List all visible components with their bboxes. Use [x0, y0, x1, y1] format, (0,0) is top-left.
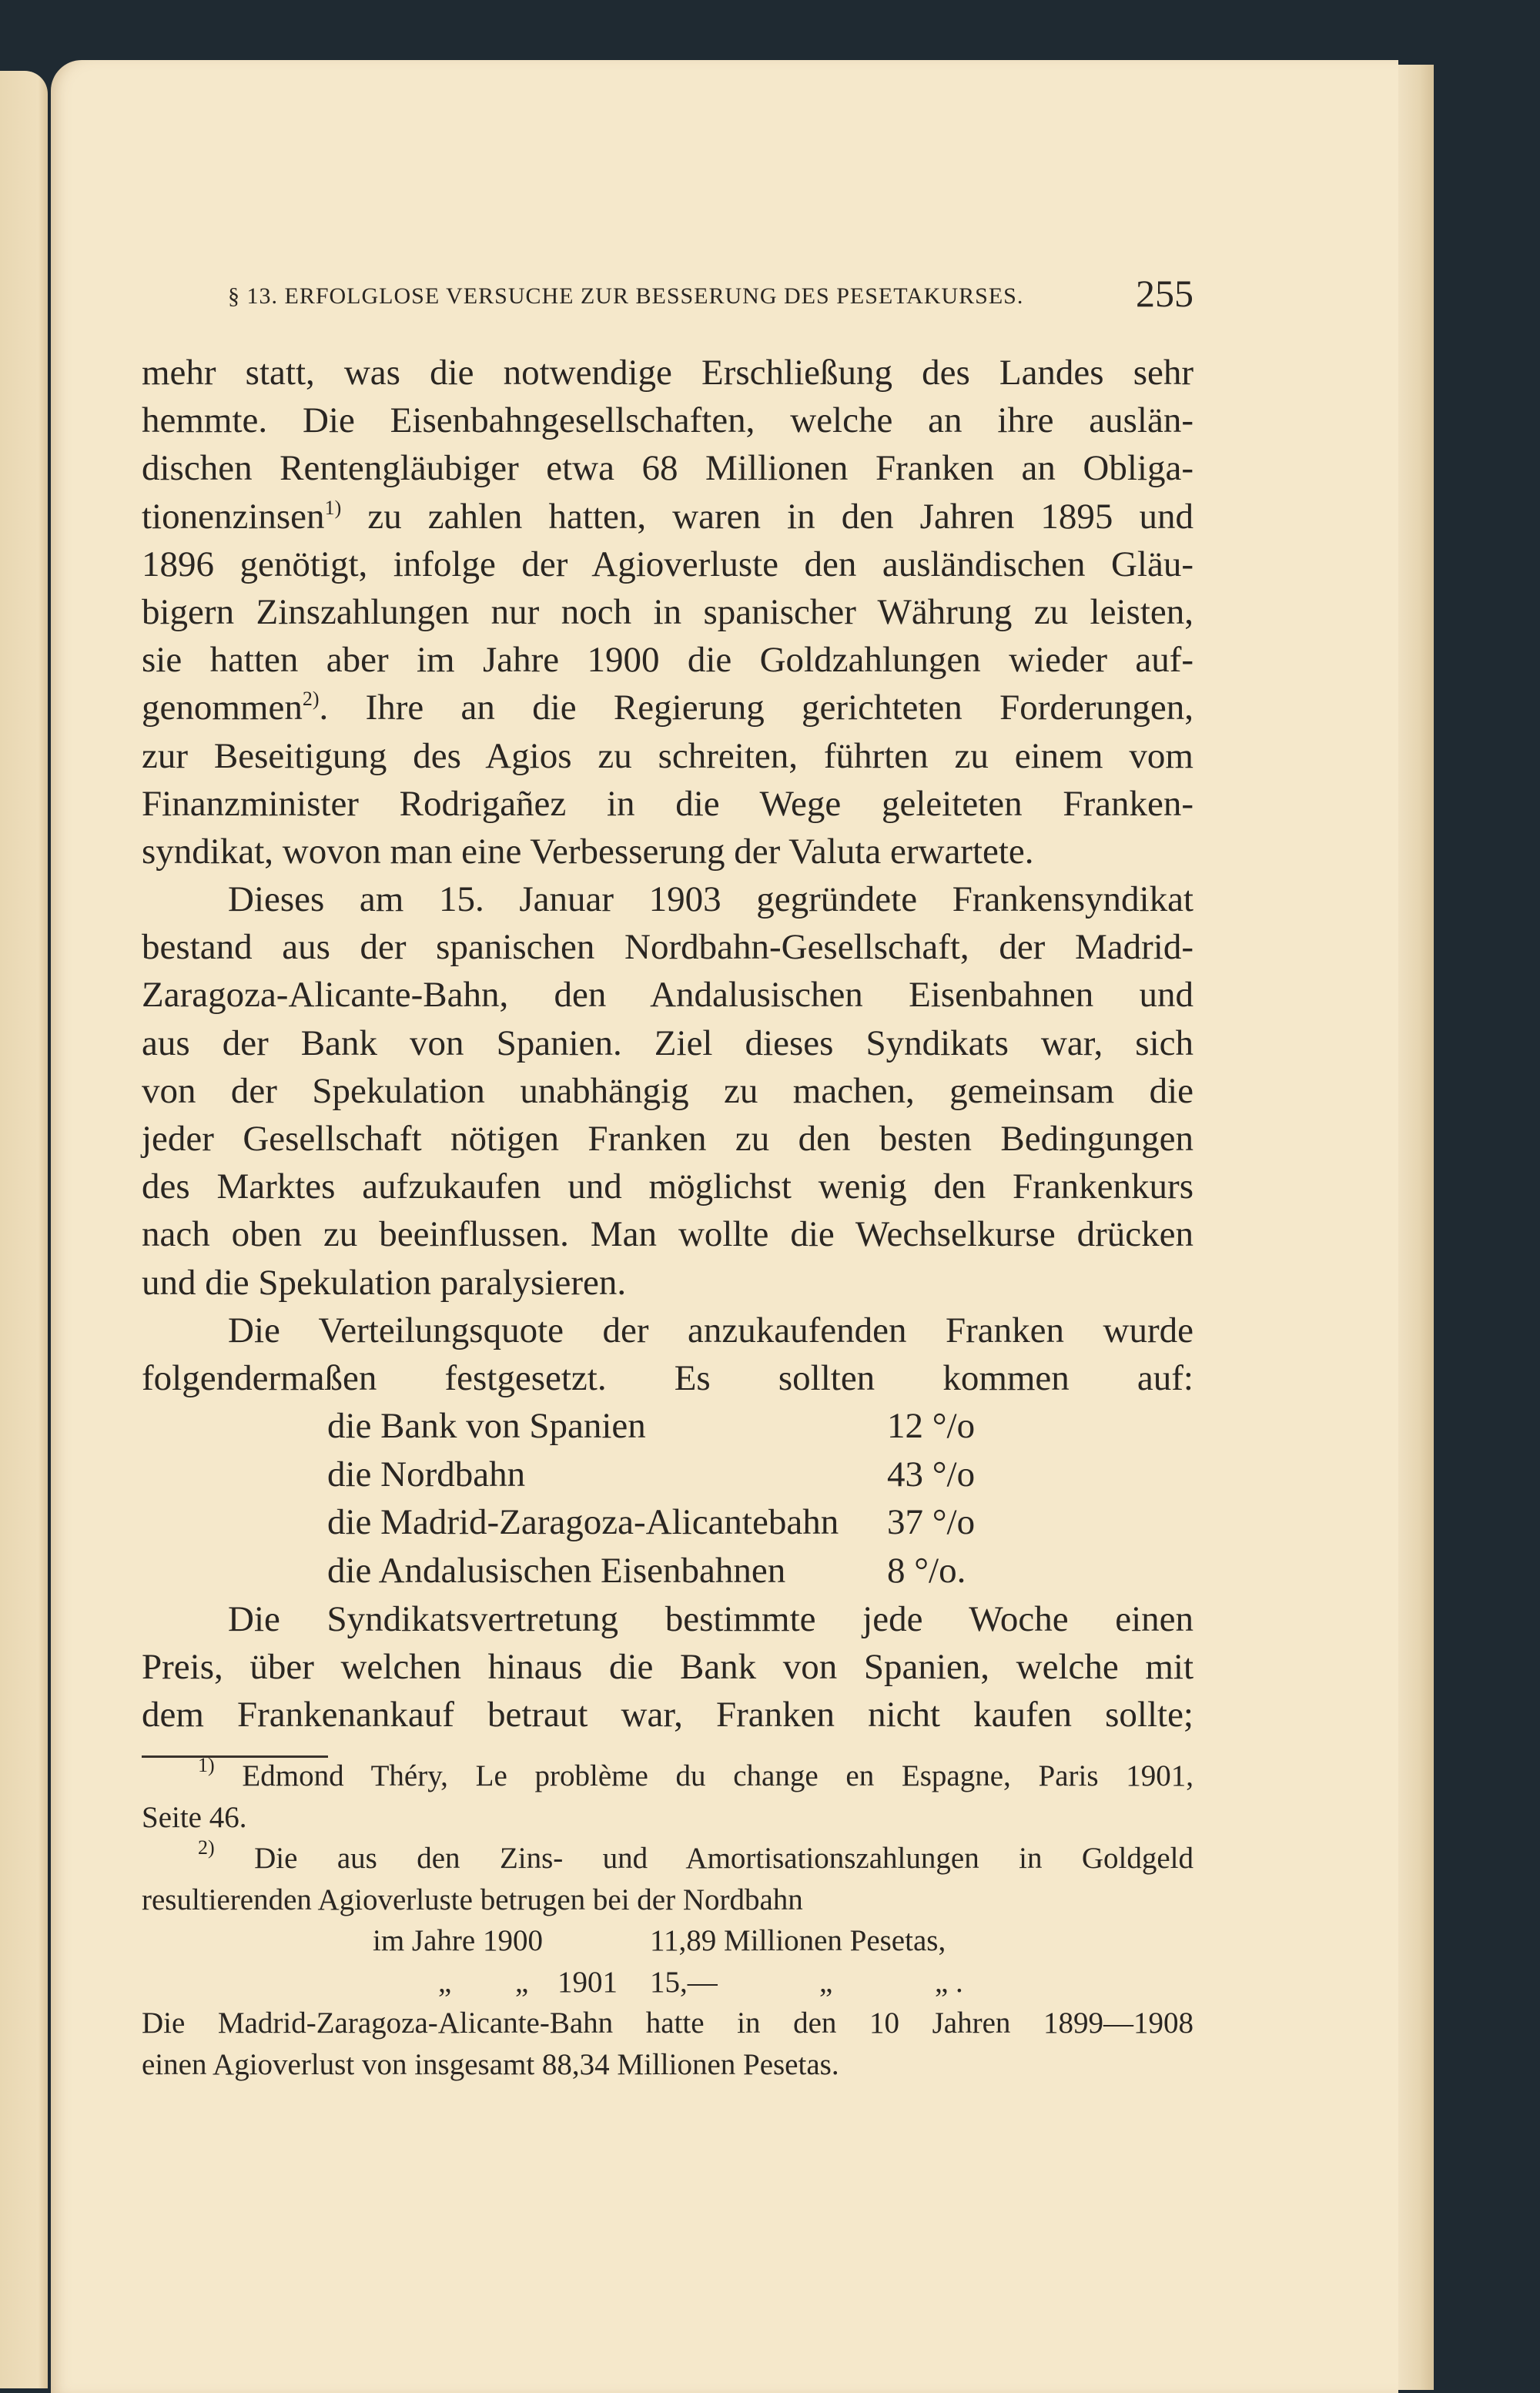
footnote-line: resultierenden Agioverluste betrugen bei der Nordbahn — [142, 1883, 803, 1916]
previous-page-edge — [0, 71, 48, 2388]
footnote-1 — [142, 1755, 1194, 1797]
ditto-mark: „ — [438, 1965, 452, 1999]
loss-year: im Jahre 1900 — [373, 1924, 543, 1957]
text-line: Dieses am 15. Januar 1903 gegründete Frankensyndikat — [228, 879, 1194, 920]
running-title: § 13. ERFOLGLOSE VERSUCHE ZUR BESSERUNG DES PESETAKURSES. — [228, 283, 1024, 309]
footnote-2 — [142, 1838, 1194, 1879]
text-fragment: tionenzinsen — [142, 496, 325, 537]
text-line: dem Frankenankauf betraut war, Franken nicht kaufen sollte; — [142, 1694, 1194, 1735]
footnote-line: Die Madrid-Zaragoza-Alicante-Bahn hatte in den 10 Jahren 1899—1908 — [142, 2006, 1194, 2040]
quota-value: 8 °/o. — [887, 1550, 966, 1591]
text-line: Die Syndikatsvertretung bestimmte jede Woche einen — [228, 1598, 1194, 1639]
quota-row — [142, 1451, 1194, 1499]
body-text — [142, 349, 1194, 1739]
footnote-ref[interactable]: 2) — [302, 688, 320, 711]
quota-value: 37 °/o — [887, 1502, 976, 1543]
quota-value: 43 °/o — [887, 1454, 976, 1494]
text-line: folgendermaßen festgesetzt. Es sollten kommen auf: — [142, 1357, 1194, 1398]
text-fragment: genommen — [142, 688, 303, 728]
loss-row — [142, 1962, 1194, 2003]
text-line: jeder Gesellschaft nötigen Franken zu den besten Bedingungen — [142, 1119, 1194, 1159]
quota-label: die Andalusischen Eisenbahnen — [327, 1550, 786, 1591]
loss-amount: 11,89 Millionen Pesetas, — [650, 1924, 946, 1957]
text-fragment: . Ihre an die Regierung gerichteten Forderungen, — [319, 688, 1194, 728]
footnote-line: einen Agioverlust von insgesamt 88,34 Millionen Pesetas. — [142, 2047, 839, 2081]
text-line — [142, 684, 1194, 731]
text-line: Finanzminister Rodrigañez in die Wege geleiteten Franken- — [142, 783, 1194, 824]
quota-label: die Madrid-Zaragoza-Alicantebahn — [327, 1502, 839, 1543]
loss-amount: 15,— — [650, 1965, 718, 1999]
text-line: bigern Zinszahlungen nur noch in spanischer Währung zu leisten, — [142, 591, 1194, 632]
text-line: dischen Rentengläubiger etwa 68 Millionen Franken an Obliga- — [142, 448, 1194, 489]
text-fragment: Edmond Théry, Le problème du change en Espagne, Paris 1901, — [242, 1759, 1194, 1792]
text-line: Die Verteilungsquote der anzukaufenden Franken wurde — [228, 1310, 1194, 1350]
loss-year: 1901 — [557, 1965, 618, 1999]
running-header — [228, 269, 1194, 316]
quota-value: 12 °/o — [887, 1406, 976, 1447]
quota-row — [142, 1498, 1194, 1547]
footnote-marker: 1) — [198, 1754, 215, 1776]
text-fragment: zu zahlen hatten, waren in den Jahren 1895 und — [367, 496, 1194, 537]
text-line: syndikat, wovon man eine Verbesserung der Valuta erwartete. — [142, 831, 1034, 872]
loss-row — [142, 1920, 1194, 1962]
text-line: Zaragoza-Alicante-Bahn, den Andalusischen Eisenbahnen und — [142, 975, 1194, 1016]
text-line: 1896 genötigt, infolge der Agioverluste den ausländischen Gläu- — [142, 544, 1194, 584]
quota-row — [142, 1402, 1194, 1451]
text-line: sie hatten aber im Jahre 1900 die Goldzahlungen wieder auf- — [142, 640, 1194, 681]
footnote-ref[interactable]: 1) — [324, 496, 342, 519]
text-line: Preis, über welchen hinaus die Bank von Spanien, welche mit — [142, 1646, 1194, 1687]
footnote-marker: 2) — [198, 1836, 215, 1859]
text-line: aus der Bank von Spanien. Ziel dieses Syndikats war, sich — [142, 1022, 1194, 1063]
footnote-line: Seite 46. — [142, 1800, 247, 1834]
text-line: bestand aus der spanischen Nordbahn-Gesellschaft, der Madrid- — [142, 927, 1194, 968]
page-number: 255 — [1136, 272, 1194, 315]
footnotes — [142, 1755, 1194, 2085]
text-line: und die Spekulation paralysieren. — [142, 1262, 627, 1303]
quota-row — [142, 1547, 1194, 1595]
text-line: hemmte. Die Eisenbahngesellschaften, welche an ihre auslän- — [142, 400, 1194, 441]
quota-label: die Bank von Spanien — [327, 1406, 646, 1447]
ditto-mark: „ . — [935, 1965, 963, 1999]
ditto-mark: „ — [515, 1965, 529, 1999]
ditto-mark: „ — [819, 1965, 833, 1999]
text-line: zur Beseitigung des Agios zu schreiten, führten zu einem vom — [142, 735, 1194, 776]
text-line: mehr statt, was die notwendige Erschließung des Landes sehr — [142, 353, 1194, 393]
text-line — [142, 493, 1194, 541]
text-line: des Marktes aufzukaufen und möglichst wenig den Frankenkurs — [142, 1166, 1194, 1207]
text-fragment: Die aus den Zins- und Amortisationszahlungen in Goldgeld — [254, 1842, 1194, 1875]
quota-label: die Nordbahn — [327, 1454, 526, 1494]
page-stack-edge — [1398, 65, 1434, 2390]
text-line: nach oben zu beeinflussen. Man wollte die Wechselkurse drücken — [142, 1214, 1194, 1255]
text-line: von der Spekulation unabhängig zu machen, gemeinsam die — [142, 1070, 1194, 1111]
